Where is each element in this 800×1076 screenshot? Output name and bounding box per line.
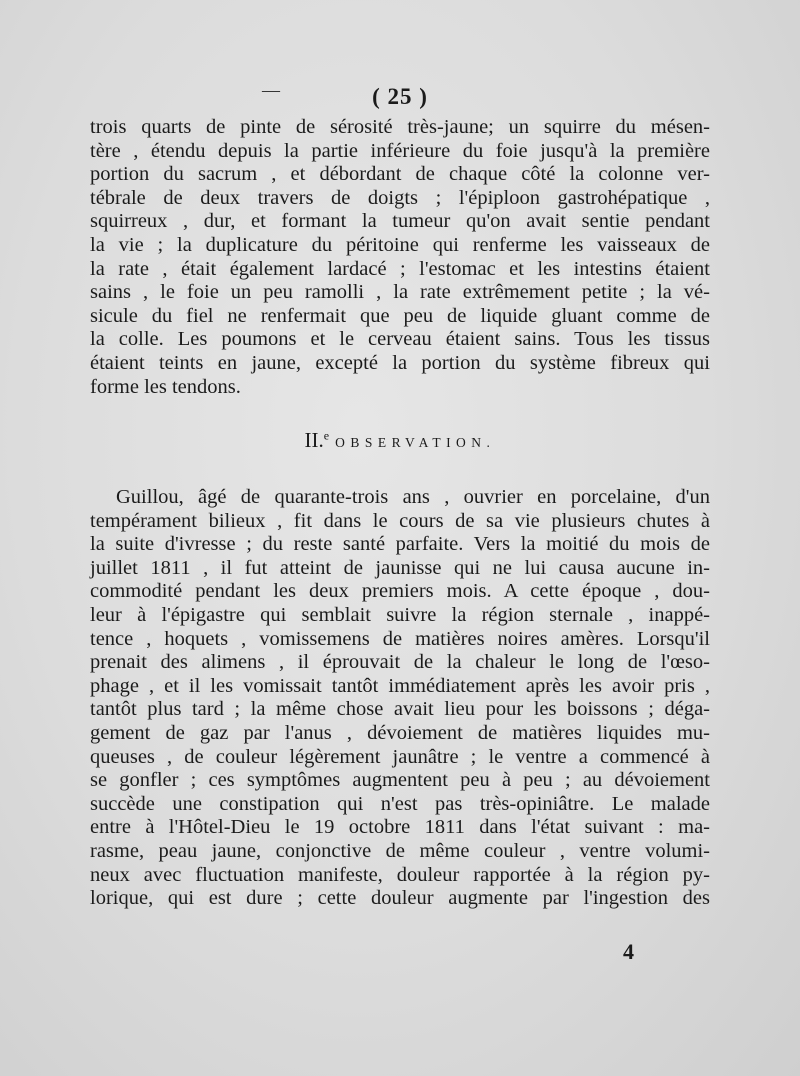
text-line: tempérament bilieux , fit dans le cours de sa vie plusieurs chutes à (90, 509, 710, 532)
text-line: queuses , de couleur légèrement jaunâtre ; le ventre a commencé à (90, 745, 710, 768)
text-line: gement de gaz par l'anus , dévoiement de matières liquides mu- (90, 721, 710, 744)
text-line: tère , étendu depuis la partie inférieure du foie jusqu'à la première (90, 139, 710, 162)
text-line: la rate , était également lardacé ; l'estomac et les intestins étaient (90, 257, 710, 280)
text-line: sicule du fiel ne renfermait que peu de liquide gluant comme de (90, 304, 710, 327)
text-line: tébrale de deux travers de doigts ; l'épiploon gastrohépatique , (90, 186, 710, 209)
paragraph-observation-case (90, 486, 710, 911)
text-line: tantôt plus tard ; la même chose avait lieu pour les boissons ; déga- (90, 698, 710, 721)
printer-signature-mark: 4 (623, 939, 634, 964)
paragraph-autopsy-findings (90, 116, 710, 399)
text-line: entre à l'Hôtel-Dieu le 19 octobre 1811 dans l'état suivant : ma- (90, 816, 710, 839)
section-number: II. (304, 428, 324, 452)
text-line: lorique, qui est dure ; cette douleur augmente par l'ingestion des (90, 887, 710, 910)
text-line: la suite d'ivresse ; du reste santé parfaite. Vers la moitié du mois de (90, 533, 710, 556)
text-line: prenait des alimens , il éprouvait de la chaleur le long de l'œso- (90, 651, 710, 674)
text-line: phage , et il les vomissait tantôt immédiatement après les avoir pris , (90, 674, 710, 697)
text-line: neux avec fluctuation manifeste, douleur rapportée à la région py- (90, 863, 710, 886)
section-title: OBSERVATION. (335, 435, 496, 450)
text-line: étaient teints en jaune, excepté la portion du système fibreux qui (90, 351, 710, 374)
section-number-superscript: e (323, 428, 330, 443)
text-line: Guillou, âgé de quarante-trois ans , ouvrier en porcelaine, d'un (116, 486, 710, 508)
text-line: la vie ; la duplicature du péritoine qui renferme les vaisseaux de (90, 233, 710, 256)
text-line: se gonfler ; ces symptômes augmentent peu à peu ; au dévoiement (90, 769, 710, 792)
text-line: portion du sacrum , et débordant de chaque côté la colonne ver- (90, 163, 710, 186)
text-line: succède une constipation qui n'est pas très-opiniâtre. Le malade (90, 792, 710, 815)
text-line: juillet 1811 , il fut atteint de jaunisse qui ne lui causa aucune in- (90, 556, 710, 579)
text-line: commodité pendant les deux premiers mois. A cette époque , dou- (90, 580, 710, 603)
printer-dash-mark: — (262, 80, 280, 100)
text-line: forme les tendons. (90, 375, 241, 398)
text-line: leur à l'épigastre qui semblait suivre la région sternale , inappé- (90, 603, 710, 626)
text-line: la colle. Les poumons et le cerveau étaient sains. Tous les tissus (90, 328, 710, 351)
section-heading (0, 428, 800, 453)
text-line: sains , le foie un peu ramolli , la rate extrêmement petite ; la vé- (90, 281, 710, 304)
text-line: trois quarts de pinte de sérosité très-jaune; un squirre du mésen- (90, 116, 710, 138)
text-line: rasme, peau jaune, conjonctive de même couleur , ventre volumi- (90, 839, 710, 862)
text-line: squirreux , dur, et formant la tumeur qu'on avait sentie pendant (90, 210, 710, 233)
text-line: tence , hoquets , vomissemens de matières noires amères. Lorsqu'il (90, 627, 710, 650)
page-number: ( 25 ) (372, 84, 428, 109)
